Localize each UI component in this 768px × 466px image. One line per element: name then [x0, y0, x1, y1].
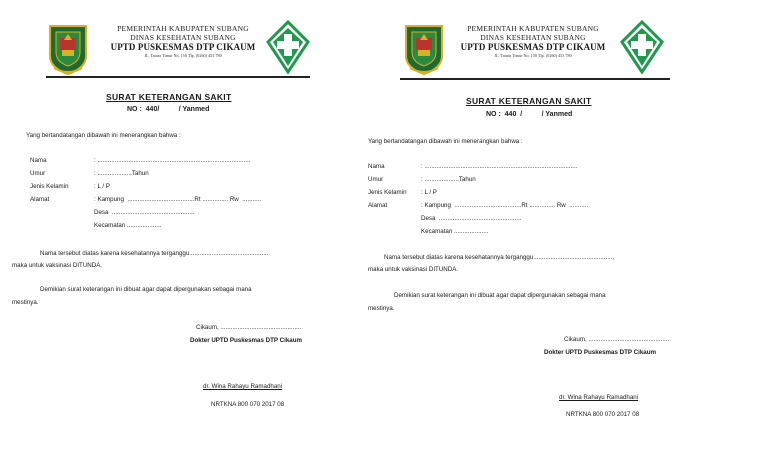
signer-id: NRTKNA 800 070 2017 08 — [211, 401, 285, 408]
kop-line-1: PEMERINTAH KABUPATEN SUBANG — [117, 24, 249, 33]
field-value-kecamatan: Kecamatan .................... — [421, 228, 489, 235]
field-label-jenis-kelamin: Jenis Kelamin — [368, 189, 407, 196]
kop-line-3: UPTD PUSKESMAS DTP CIKAUM — [110, 42, 256, 52]
letterhead-rule — [46, 76, 310, 78]
field-value-desa: Desa ................................................ — [94, 209, 195, 216]
place-date: Cikaum, ............................................... — [196, 324, 302, 331]
field-value-jenis-kelamin: : L / P — [94, 183, 110, 190]
letterhead — [20, 14, 320, 74]
intro-text: Yang bertandatangan dibawah ini menerangkan bahwa : — [368, 138, 523, 145]
kop-line-1: PEMERINTAH KABUPATEN SUBANG — [467, 24, 599, 33]
field-value-alamat: : Kampung .......................................Rt ............... Rw ........... — [421, 202, 589, 209]
puskesmas-logo-icon — [620, 20, 664, 74]
field-label-alamat: Alamat — [30, 196, 50, 203]
field-label-nama: Nama — [30, 157, 47, 164]
paragraph-1-line-1: Nama tersebut diatas karena kesehatannya terganggu.............................................. — [40, 250, 269, 257]
paragraph-2-line-2: mestinya. — [12, 299, 39, 306]
field-value-jenis-kelamin: : L / P — [421, 189, 437, 196]
puskesmas-logo-icon — [266, 20, 310, 74]
letter-number: NO : 440/ / Yanmed — [127, 106, 210, 113]
field-value-nama: : ......................................................................................... — [421, 163, 578, 170]
kop-line-4: JL. Tatura Timur No. 150 Tlp. (0260) 453 780 — [494, 53, 572, 58]
signer-title: Dokter UPTD Puskesmas DTP Cikaum — [190, 337, 302, 344]
paragraph-2-line-2: mestinya. — [368, 305, 395, 312]
paragraph-2-line-1: Demikian surat keterangan ini dibuat agar dapat dipergunakan sebagai mana — [40, 286, 252, 293]
field-label-jenis-kelamin: Jenis Kelamin — [30, 183, 69, 190]
field-label-nama: Nama — [368, 163, 385, 170]
letter-left — [12, 14, 320, 454]
field-label-umur: Umur — [368, 176, 384, 183]
kop-line-2: DINAS KESEHATAN SUBANG — [130, 33, 236, 42]
letterhead — [378, 14, 678, 74]
letter-number: NO : 440 / / Yanmed — [486, 111, 573, 118]
signer-title: Dokter UPTD Puskesmas DTP Cikaum — [544, 349, 656, 356]
field-value-alamat: : Kampung .......................................Rt ............... Rw ........... — [94, 196, 262, 203]
letterhead-rule — [400, 78, 670, 80]
letterhead-text — [98, 24, 268, 59]
field-value-desa: Desa ................................................ — [421, 215, 522, 222]
field-label-alamat: Alamat — [368, 202, 388, 209]
signer-id: NRTKNA 800 070 2017 08 — [566, 411, 640, 418]
signer-name: dr. Wina Rahayu Ramadhani — [559, 394, 639, 401]
kop-line-3: UPTD PUSKESMAS DTP CIKAUM — [460, 42, 606, 52]
field-value-umur: : ....................Tahun — [421, 176, 476, 183]
place-date: Cikaum, ............................................... — [564, 336, 670, 343]
field-value-umur: : ....................Tahun — [94, 170, 149, 177]
kop-line-2: DINAS KESEHATAN SUBANG — [480, 33, 586, 42]
letter-title: SURAT KETERANGAN SAKIT — [106, 92, 232, 102]
intro-text: Yang bertandatangan dibawah ini menerangkan bahwa : — [26, 132, 181, 139]
subang-regency-emblem-icon — [402, 22, 446, 76]
paragraph-1-line-2: maka untuk vaksinasi DITUNDA. — [368, 266, 459, 273]
field-value-nama: : ......................................................................................... — [94, 157, 251, 164]
kop-line-4: JL. Tatura Timur No. 150 Tlp. (0260) 453 780 — [144, 53, 222, 58]
subang-regency-emblem-icon — [46, 22, 90, 76]
paragraph-1-line-1: Nama tersebut diatas karena kesehatannya terganggu.............................................., — [384, 254, 615, 261]
paragraph-1-line-2: maka untuk vaksinasi DITUNDA. — [12, 262, 103, 269]
field-value-kecamatan: Kecamatan .................... — [94, 222, 162, 229]
letter-right — [368, 14, 678, 454]
signer-name: dr. Wina Rahayu Ramadhani — [203, 383, 283, 390]
field-label-umur: Umur — [30, 170, 46, 177]
paragraph-2-line-1: Demikian surat keterangan ini dibuat agar dapat dipergunakan sebagai mana — [394, 292, 606, 299]
letterhead-text — [448, 24, 618, 59]
letter-title: SURAT KETERANGAN SAKIT — [466, 96, 592, 106]
